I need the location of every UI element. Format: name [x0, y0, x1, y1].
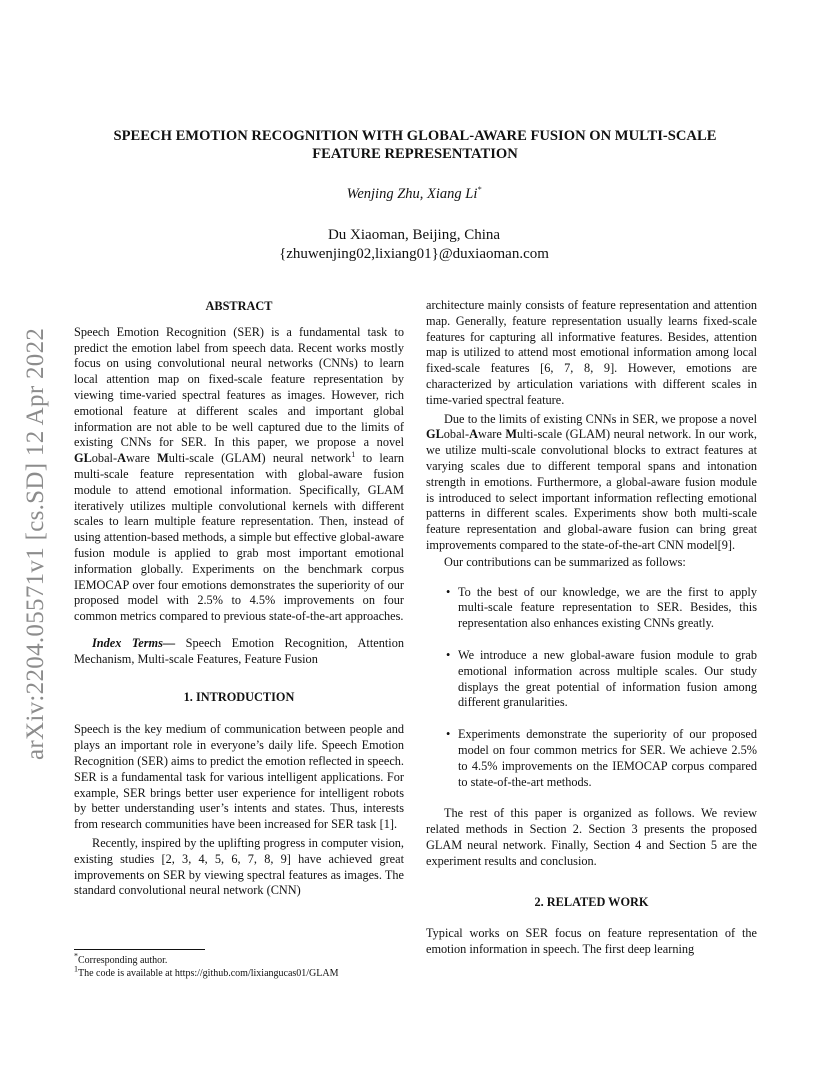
right-paragraph-4: The rest of this paper is organized as follows. We review related methods in Section 2. Section 3 presents the proposed GLAM neural network. Finally, Section 4 and Section 5 are the experiment results and conclusion. — [426, 806, 757, 868]
paper-title — [70, 127, 760, 163]
footnote-ref: 1 — [351, 450, 356, 460]
footnote-2-mark: 1 — [74, 964, 78, 974]
footnote-2-text: The code is available at https://github.com/lixiangucas01/GLAM — [78, 968, 339, 979]
left-column — [74, 298, 404, 899]
glam-ulti-2: ulti-scale (GLAM) — [517, 427, 611, 442]
abstract-text-b: to learn multi-scale feature representation with global-aware fusion module to attend emotional information. Specifically, GLAM iteratively utilizes multiple convolutional kernels with different scales to learn multiple feature representation. Then, instead of using attention-based methods, a simple but effective global-aware fusion module is applied to grab most important emotional information globally. Experiments on the benchmark corpus IEMOCAP over four emotions demonstrates the superiority of our proposed model with 2.5% to 4.5% improvements on four common metrics compared to previous state-of-the-art approaches. — [74, 451, 404, 624]
affiliation: Du Xiaoman, Beijing, China — [327, 227, 501, 243]
bullet-icon: • — [446, 647, 451, 662]
contribution-list — [426, 585, 757, 791]
bullet-icon: • — [446, 584, 451, 599]
list-item — [426, 727, 757, 790]
list-item-text: To the best of our knowledge, we are the first to apply multi-scale feature representation to SER. Besides, this representation also enhances existing CNNs greatly. — [458, 584, 757, 631]
footnote-1-text: Corresponding author. — [78, 955, 168, 966]
author-names: Wenjing Zhu, Xiang Li — [346, 186, 478, 202]
right-p2-b: neural network. In our work, we utilize multi-scale convolutional blocks to extract features at varying scales due to different temporal spans and intonation strength in emotions. Furthermore, a global-aware fusion module is introduced to select important information reflecting emotional patterns in different scales. Experiments show both multi-scale feature representation and global-aware fusion can bring great improvements compared to the state-of-the-art CNN model[9]. — [426, 427, 758, 552]
glam-bold-m: M — [157, 451, 169, 466]
glam-bold-gl: GL — [74, 451, 92, 466]
index-terms — [74, 636, 404, 668]
footnote-rule — [74, 949, 205, 950]
title-line-2: FEATURE REPRESENTATION — [312, 146, 518, 162]
glam-ware: ware — [125, 451, 158, 466]
affiliation-block — [0, 226, 828, 264]
glam-obal-2: obal- — [443, 427, 470, 442]
glam-bold-a-2: A — [469, 427, 478, 442]
right-paragraph-1: architecture mainly consists of feature representation and attention map. Generally, feature representation usually learns fixed-scale features for capturing all informative features. Besides, attention map is utilized to attend most emotional information among local fixed-scale features [6, 7, 8, 9]. However, emotions are characterized by articulation variations with different scales in time-varied spectral feature. — [426, 298, 757, 407]
footnote-2 — [74, 964, 404, 980]
glam-bold-a: A — [117, 451, 126, 466]
email-address: {zhuwenjing02,lixiang01}@duxiaoman.com — [279, 246, 549, 262]
footnote-1-mark: * — [74, 951, 78, 961]
index-terms-text: Speech Emotion Recognition, Attention Mechanism, Multi-scale Features, Feature Fusion — [74, 635, 404, 666]
glam-bold-m-2: M — [505, 427, 518, 442]
glam-obal: obal- — [91, 451, 118, 466]
right-column — [426, 298, 757, 958]
abstract-text — [74, 325, 404, 625]
author-list — [0, 186, 828, 203]
glam-ulti: ulti-scale (GLAM) neural network — [168, 451, 352, 466]
abstract-text-a: Speech Emotion Recognition (SER) is a fundamental task to predict the emotion label from speech data. Recent works mostly focus on using convolutional neural networks (CNNs) to learn local attention map on fixed-scale feature representation by viewing time-varied spectral features as images. However, rich emotional feature at different scales and important global information are not able to be well captured due to the limits of existing CNNs for SER. In this paper, we propose a novel — [74, 324, 404, 450]
footnotes — [74, 951, 404, 980]
title-line-1: SPEECH EMOTION RECOGNITION WITH GLOBAL-AWARE FUSION ON MULTI-SCALE — [113, 128, 717, 144]
corresponding-mark: * — [477, 185, 482, 195]
intro-paragraph-2: Recently, inspired by the uplifting progress in computer vision, existing studies [2, 3, 4, 5, 6, 7, 8, 9] have achieved great improvements on SER by viewing spectral features as images. The standard convolutional neural network (CNN) — [74, 835, 404, 898]
glam-ware-2: ware — [477, 427, 506, 442]
glam-bold-gl-2: GL — [426, 427, 444, 442]
footnote-1 — [74, 951, 404, 967]
arxiv-identifier: arXiv:2204.05571v1 [cs.SD] 12 Apr 2022 — [22, 327, 49, 760]
related-paragraph-1: Typical works on SER focus on feature representation of the emotion information in speech. The first deep learning — [426, 926, 757, 957]
list-item — [426, 648, 757, 711]
list-item-text: Experiments demonstrate the superiority of our proposed model on four common metrics for SER. We achieve 2.5% to 4.5% improvements on the IEMOCAP corpus compared to state-of-the-art methods. — [458, 727, 757, 789]
right-paragraph-3: Our contributions can be summarized as follows: — [444, 554, 686, 569]
list-item-text: We introduce a new global-aware fusion module to grab emotional information across multiple scales. Our study displays the great potential of information fusion among different granularities. — [458, 647, 757, 710]
right-p2-a: Due to the limits of existing CNNs in SER, we propose a novel — [444, 411, 757, 426]
related-work-heading: 2. RELATED WORK — [534, 894, 649, 909]
bullet-icon: • — [446, 727, 451, 742]
index-terms-label: Index Terms— — [92, 635, 176, 650]
intro-paragraph-1: Speech is the key medium of communication between people and plays an important role in everyone’s daily life. Speech Emotion Recognition (SER) aims to predict the emotion reflected in speech. SER is a fundamental task for various intelligent applications. For example, SER brings better user experience for intelligent robots by better understanding user’s intents and states. Thus, interests from research communities have been increased for SER task [1]. — [74, 722, 404, 832]
right-paragraph-2 — [426, 412, 757, 554]
list-item — [426, 585, 757, 632]
intro-heading: 1. INTRODUCTION — [183, 689, 295, 704]
abstract-heading: ABSTRACT — [205, 299, 273, 313]
